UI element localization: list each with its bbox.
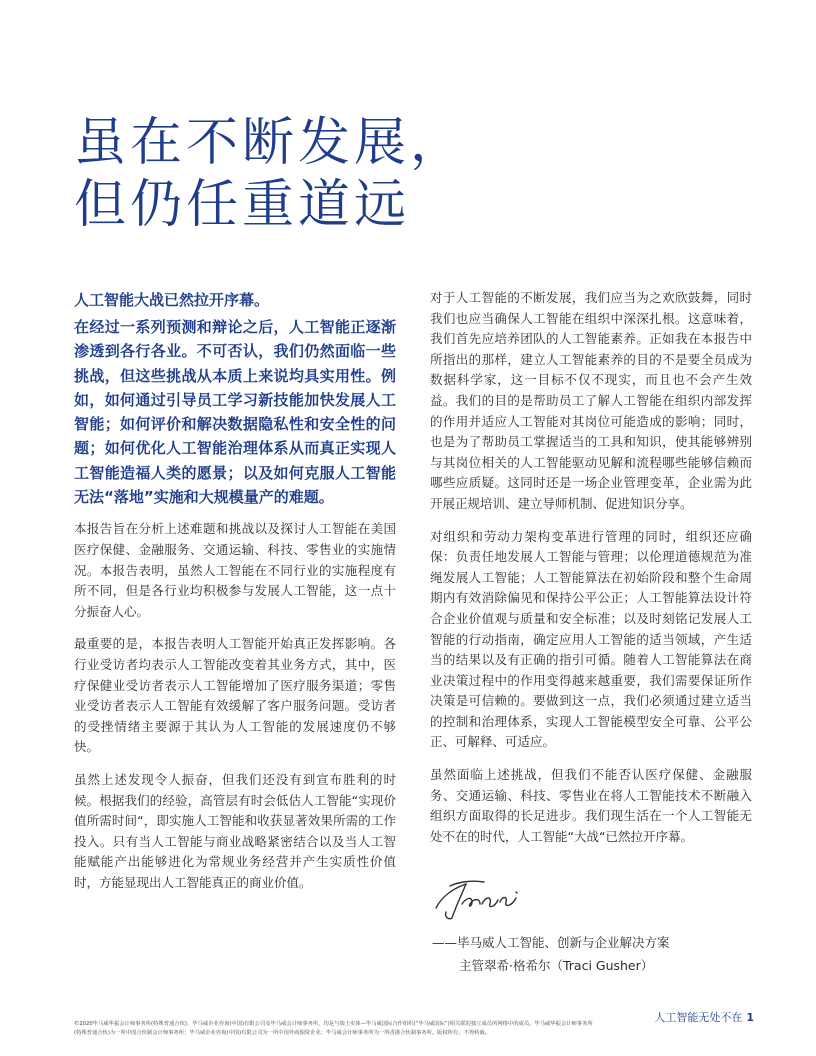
title-line-1: 虽在不断发展， bbox=[74, 113, 467, 173]
title-line-2: 但仍任重道远 bbox=[74, 175, 411, 235]
body-paragraph: 对组织和劳动力架构变革进行管理的同时，组织还应确保：负责任地发展人工智能与管理；以伦理道德规范为准绳发展人工智能；人工智能算法在初始阶段和整个生命周期内有效消除偏见和保持公平公正；人工智能算法设计符合企业价值观与质量和安全标准；以及时刻铭记发展人工智能的行动指南，确定应用人工智能的适当领域，产生适当的结果以及有正确的指引可循。随着人工智能算法在商业决策过程中的作用变得越来越重要，我们需要保证所作决策是可信赖的。要做到这一点，我们必须通过建立适当的控制和治理体系，实现人工智能模型安全可靠、公平公正、可解释、可适应。 bbox=[430, 528, 752, 750]
body-paragraph: 虽然上述发现令人振奋，但我们还没有到宣布胜利的时候。根据我们的经验，高管层有时会低估人工智能“实现价值所需时间“，即实施人工智能和收获显著效果所需的工作投入。只有当人工智能与商业战略紧密结合以及当人工智能赋能产出能够进化为常规业务经营并产生实质性价值时，方能显现出人工智能真正的商业价值。 bbox=[74, 771, 396, 890]
left-column bbox=[74, 288, 396, 905]
lead-paragraph: 在经过一系列预测和辩论之后，人工智能正逐渐渗透到各行各业。不可否认，我们仍然面临一些挑战，但这些挑战从本质上来说均具实用性。例如，如何通过引导员工学习新技能加快发展人工智能；如何评价和解决数据隐私性和安全性的问题；如何优化人工智能治理体系从而真正实现人工智能造福人类的愿景；以及如何克服人工智能无法“落地”实施和大规模量产的难题。 bbox=[74, 318, 396, 507]
body-paragraph: 对于人工智能的不断发展，我们应当为之欢欣鼓舞，同时我们也应当确保人工智能在组织中深深扎根。这意味着，我们首先应培养团队的人工智能素养。正如我在本报告中所指出的那样，建立人工智能素养的目的不是要全员成为数据科学家，这一目标不仅不现实，而且也不会产生效益。我们的目的是帮助员工了解人工智能在组织内部发挥的作用并适应人工智能对其岗位可能造成的影响；同时，也是为了帮助员工掌握适当的工具和知识，使其能够辨别与其岗位相关的人工智能驱动见解和流程哪些能够信赖而哪些应质疑。这同时还是一场企业管理变革，企业需为此开展正规培训、建立导师机制、促进知识分享。 bbox=[430, 290, 752, 511]
legal-footer: ©2020毕马威华振会计师事务所(特殊普通合伙)、毕马威企业咨询(中国)有限公司及毕马威会计师事务所，均是与瑞士实体—毕马威国际合作组织(“毕马威国际”)相关联的独立成员所网络中的成员。毕马威华振会计师事务所(特殊普通合伙)为一所中国合伙制会计师事务所；毕马威企业咨询(中国)有限公司为一所中国外商独资企业；毕马威会计师事务所为一所香港合伙制事务所。版权所有，不得转载。 bbox=[74, 1021, 593, 1036]
lead-heading: 人工智能大战已然拉开序幕。 bbox=[74, 291, 270, 309]
body-paragraph: 最重要的是，本报告表明人工智能开始真正发挥影响。各行业受访者均表示人工智能改变着其业务方式，其中，医疗保健业受访者表示人工智能增加了医疗服务渠道；零售业受访者表示人工智能有效缓解了客户服务问题。受访者的受挫情绪主要源于其认为人工智能的发展速度仍不够快。 bbox=[74, 636, 396, 755]
body-paragraph: 虽然面临上述挑战，但我们不能否认医疗保健、金融服务、交通运输、科技、零售业在将人工智能技术不断融入组织方面取得的长足进步。我们现生活在一个人工智能无处不在的时代，人工智能“大战“已然拉开序幕。 bbox=[430, 767, 752, 844]
page-title bbox=[74, 112, 466, 236]
signature-name: 主管翠希·格希尔（Traci Gusher） bbox=[459, 958, 654, 973]
handwritten-signature bbox=[432, 874, 532, 922]
body-paragraph: 本报告旨在分析上述难题和挑战以及探讨人工智能在美国医疗保健、金融服务、交通运输、科技、零售业的实施情况。本报告表明，虽然人工智能在不同行业的实施程度有所不同，但是各行业均积极参与发展人工智能，这一点十分振奋人心。 bbox=[74, 521, 396, 619]
signature-title: ——毕马威人工智能、创新与企业解决方案 bbox=[432, 935, 670, 950]
page-number: 1 bbox=[746, 1011, 754, 1024]
page-footer bbox=[654, 1009, 754, 1025]
right-column bbox=[430, 288, 752, 859]
footer-section-label: 人工智能无处不在 bbox=[654, 1011, 743, 1024]
